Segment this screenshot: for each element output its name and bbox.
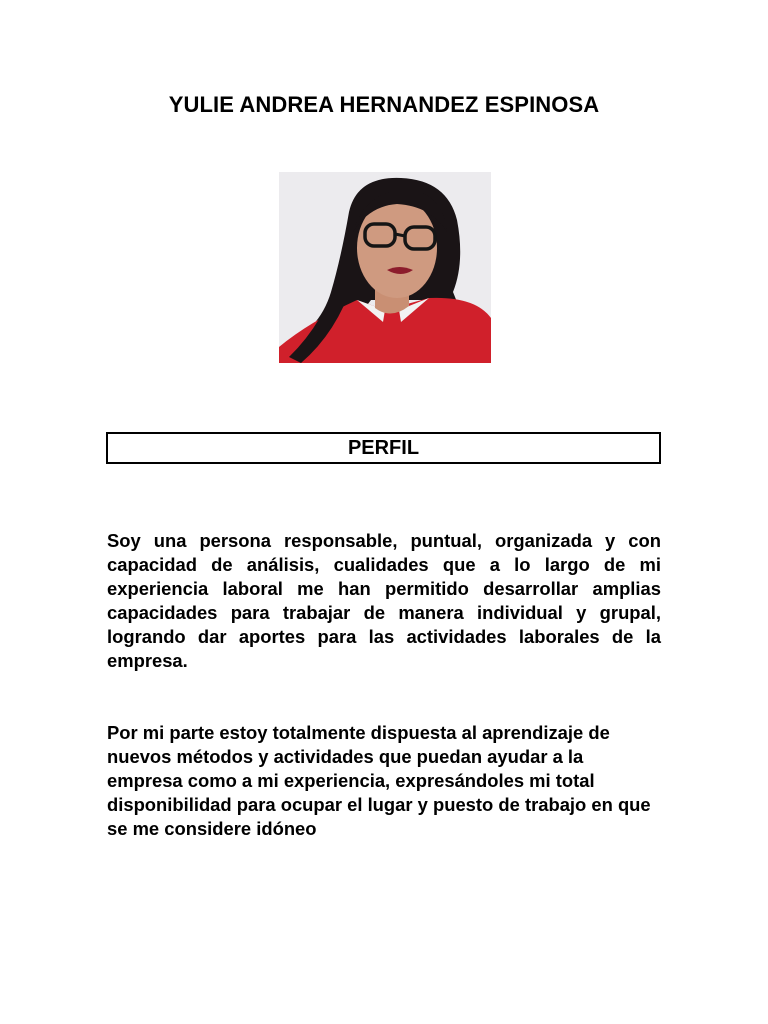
profile-photo xyxy=(279,172,491,363)
profile-paragraph-2: Por mi parte estoy totalmente dispuesta al aprendizaje de nuevos métodos y actividades que puedan ayudar a la empresa como a mi experiencia, expresándoles mi total disponibilidad para ocupar el lugar y puesto de trabajo en que se me considere idóneo xyxy=(107,722,651,839)
section-title: PERFIL xyxy=(347,437,420,459)
profile-paragraph-1: Soy una persona responsable, puntual, organizada y con capacidad de análisis, cualidades que a lo largo de mi experiencia laboral me han permitido desarrollar amplias capacidades para trabajar de manera individual y grupal, logrando dar aportes para las actividades laborales de la empresa. xyxy=(107,530,661,671)
section-header-perfil xyxy=(106,432,661,464)
document-title: YULIE ANDREA HERNANDEZ ESPINOSA xyxy=(168,92,600,117)
